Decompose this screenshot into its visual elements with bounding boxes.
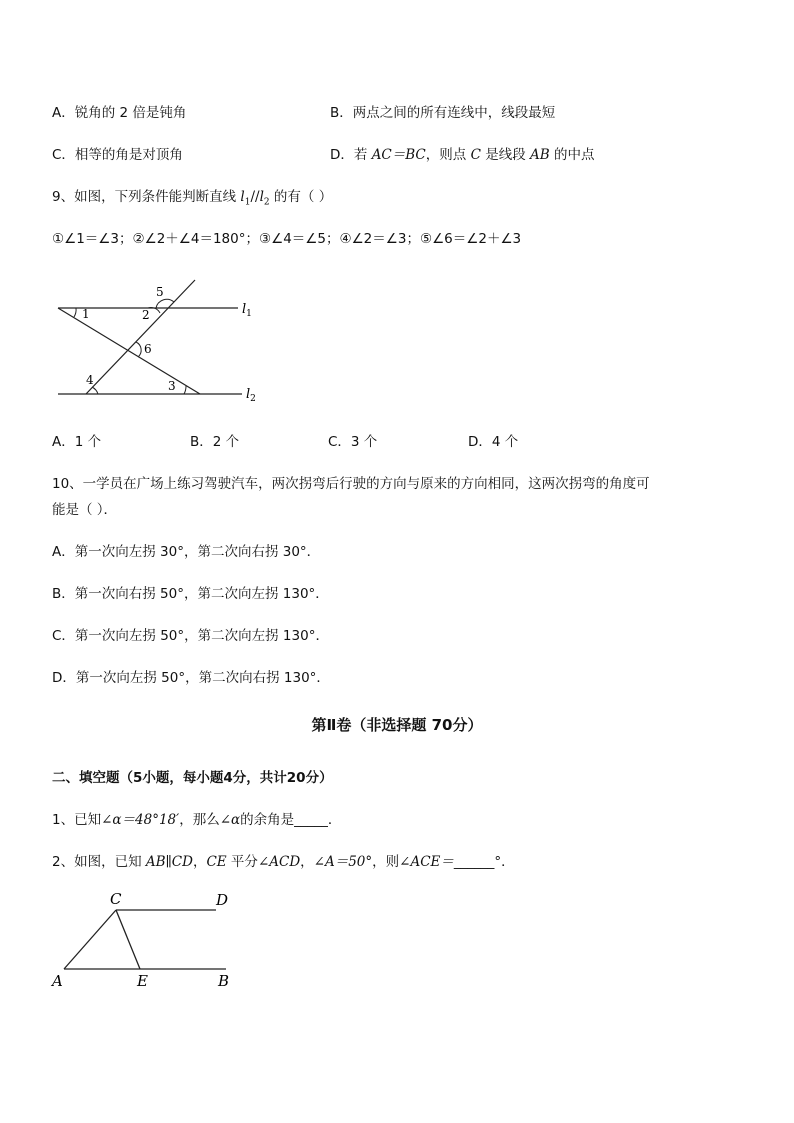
q8-d-mid2: 是线段 xyxy=(480,147,531,163)
q9-label-6: 6 xyxy=(144,342,152,356)
fill2-line-ce xyxy=(116,910,140,969)
q8-option-c: C．相等的角是对顶角 xyxy=(52,147,183,163)
part2-title: 第Ⅱ卷（非选择题 70分） xyxy=(311,716,483,734)
q9-option-d: D．4 个 xyxy=(468,434,519,450)
q9-label-4: 4 xyxy=(86,373,94,387)
q9-label-3: 3 xyxy=(168,379,176,393)
q9-option-a: A．1 个 xyxy=(52,434,102,450)
q8-d-mid: ，则点 xyxy=(425,147,471,163)
q9-transversal-b xyxy=(86,280,195,394)
fill2-label-d: D xyxy=(216,891,229,909)
fill2-angle-a: ∠A＝50° xyxy=(313,854,373,870)
q8-d-equation: AC＝BC xyxy=(371,147,426,163)
q9-conditions: ①∠1＝∠3；②∠2＋∠4＝180°；③∠4＝∠5；④∠2＝∠3；⑤∠6＝∠2＋∠3 xyxy=(52,231,522,247)
q10-option-b: B．第一次向右拐 50°，第二次向左拐 130°． xyxy=(52,586,329,602)
q9-option-b: B．2 个 xyxy=(190,434,240,450)
q9-l1-subscript: 1 xyxy=(244,197,251,208)
fill2-comma3: ，则 xyxy=(372,854,400,870)
fill2-ace: ∠ACE＝ xyxy=(399,854,454,870)
q10-option-a: A．第一次向左拐 30°，第二次向右拐 30°． xyxy=(52,544,321,560)
fill2-suffix: ______°． xyxy=(453,854,515,870)
q9-option-c: C．3 个 xyxy=(328,434,378,450)
q9-arc-6 xyxy=(136,342,141,357)
q9-line-l1: l xyxy=(240,189,245,205)
fill2-figure xyxy=(48,888,248,998)
q9-label-2: 2 xyxy=(142,308,150,322)
q9-arc-5 xyxy=(156,299,174,308)
q8-option-b: B．两点之间的所有连线中，线段最短 xyxy=(330,105,556,121)
q9-label-1: 1 xyxy=(82,307,90,321)
fill1-angle2: ∠α xyxy=(219,812,241,828)
q9-arc-4 xyxy=(92,387,98,394)
q9-label-5: 5 xyxy=(156,285,164,299)
fill1-suffix: 的余角是_____． xyxy=(240,812,342,828)
fill2-label-b: B xyxy=(218,972,230,990)
q8-option-a: A．锐角的 2 倍是钝角 xyxy=(52,105,187,121)
q9-arc-1 xyxy=(74,308,76,317)
q10-option-c: C．第一次向左拐 50°，第二次向左拐 130°． xyxy=(52,628,329,644)
fill2-mid: 平分 xyxy=(226,854,258,870)
q8-d-post: 的中点 xyxy=(549,147,595,163)
q8-option-d xyxy=(330,143,594,163)
q9-arc-3 xyxy=(184,386,186,394)
fill2-label-a: A xyxy=(52,972,63,990)
q9-fig-l1: $l_1$ xyxy=(242,302,252,319)
q10-stem-line1: 10、一学员在广场上练习驾驶汽车，两次拐弯后行驶的方向与原来的方向相同，这两次拐弯的角度可 xyxy=(52,476,650,492)
q9-stem-prefix: 9、如图，下列条件能判断直线 xyxy=(52,189,241,205)
q9-fig-l2: $l_2$ xyxy=(246,387,256,404)
fill2-label-e: E xyxy=(137,972,148,990)
q8-d-prefix: D．若 xyxy=(330,147,372,163)
q9-transversal-a xyxy=(58,308,200,394)
fill2-label-c: C xyxy=(110,890,122,908)
q9-stem xyxy=(52,185,332,208)
fill2-comma1: ， xyxy=(192,854,207,870)
fill1-mid: ，那么 xyxy=(179,812,220,828)
fill2-acd: ∠ACD xyxy=(257,854,301,870)
q9-l2-subscript: 2 xyxy=(263,197,270,208)
fill1-question xyxy=(52,808,341,828)
q9-line-l2: l xyxy=(259,189,264,205)
fill2-line-ac xyxy=(64,910,116,969)
q10-stem-line2: 能是（ ）． xyxy=(52,502,118,518)
q8-d-point: C xyxy=(470,147,481,163)
fill2-question xyxy=(52,850,515,870)
fill-section-heading: 二、填空题（5小题，每小题4分，共计20分） xyxy=(52,770,333,786)
fill2-comma2: ， xyxy=(300,854,314,870)
fill2-parallel: AB∥CD xyxy=(145,854,193,870)
q9-parallel-sign: // xyxy=(250,189,260,205)
q8-d-segment: AB xyxy=(530,147,550,163)
fill2-ce: CE xyxy=(206,854,227,870)
fill1-prefix: 1、已知 xyxy=(52,812,102,828)
q9-stem-suffix: 的有（ ） xyxy=(269,189,333,205)
fill1-angle: ∠α＝48°18′ xyxy=(101,812,180,828)
q9-figure xyxy=(50,280,280,405)
q10-option-d: D．第一次向左拐 50°，第二次向右拐 130°． xyxy=(52,670,330,686)
fill2-prefix: 2、如图，已知 xyxy=(52,854,146,870)
